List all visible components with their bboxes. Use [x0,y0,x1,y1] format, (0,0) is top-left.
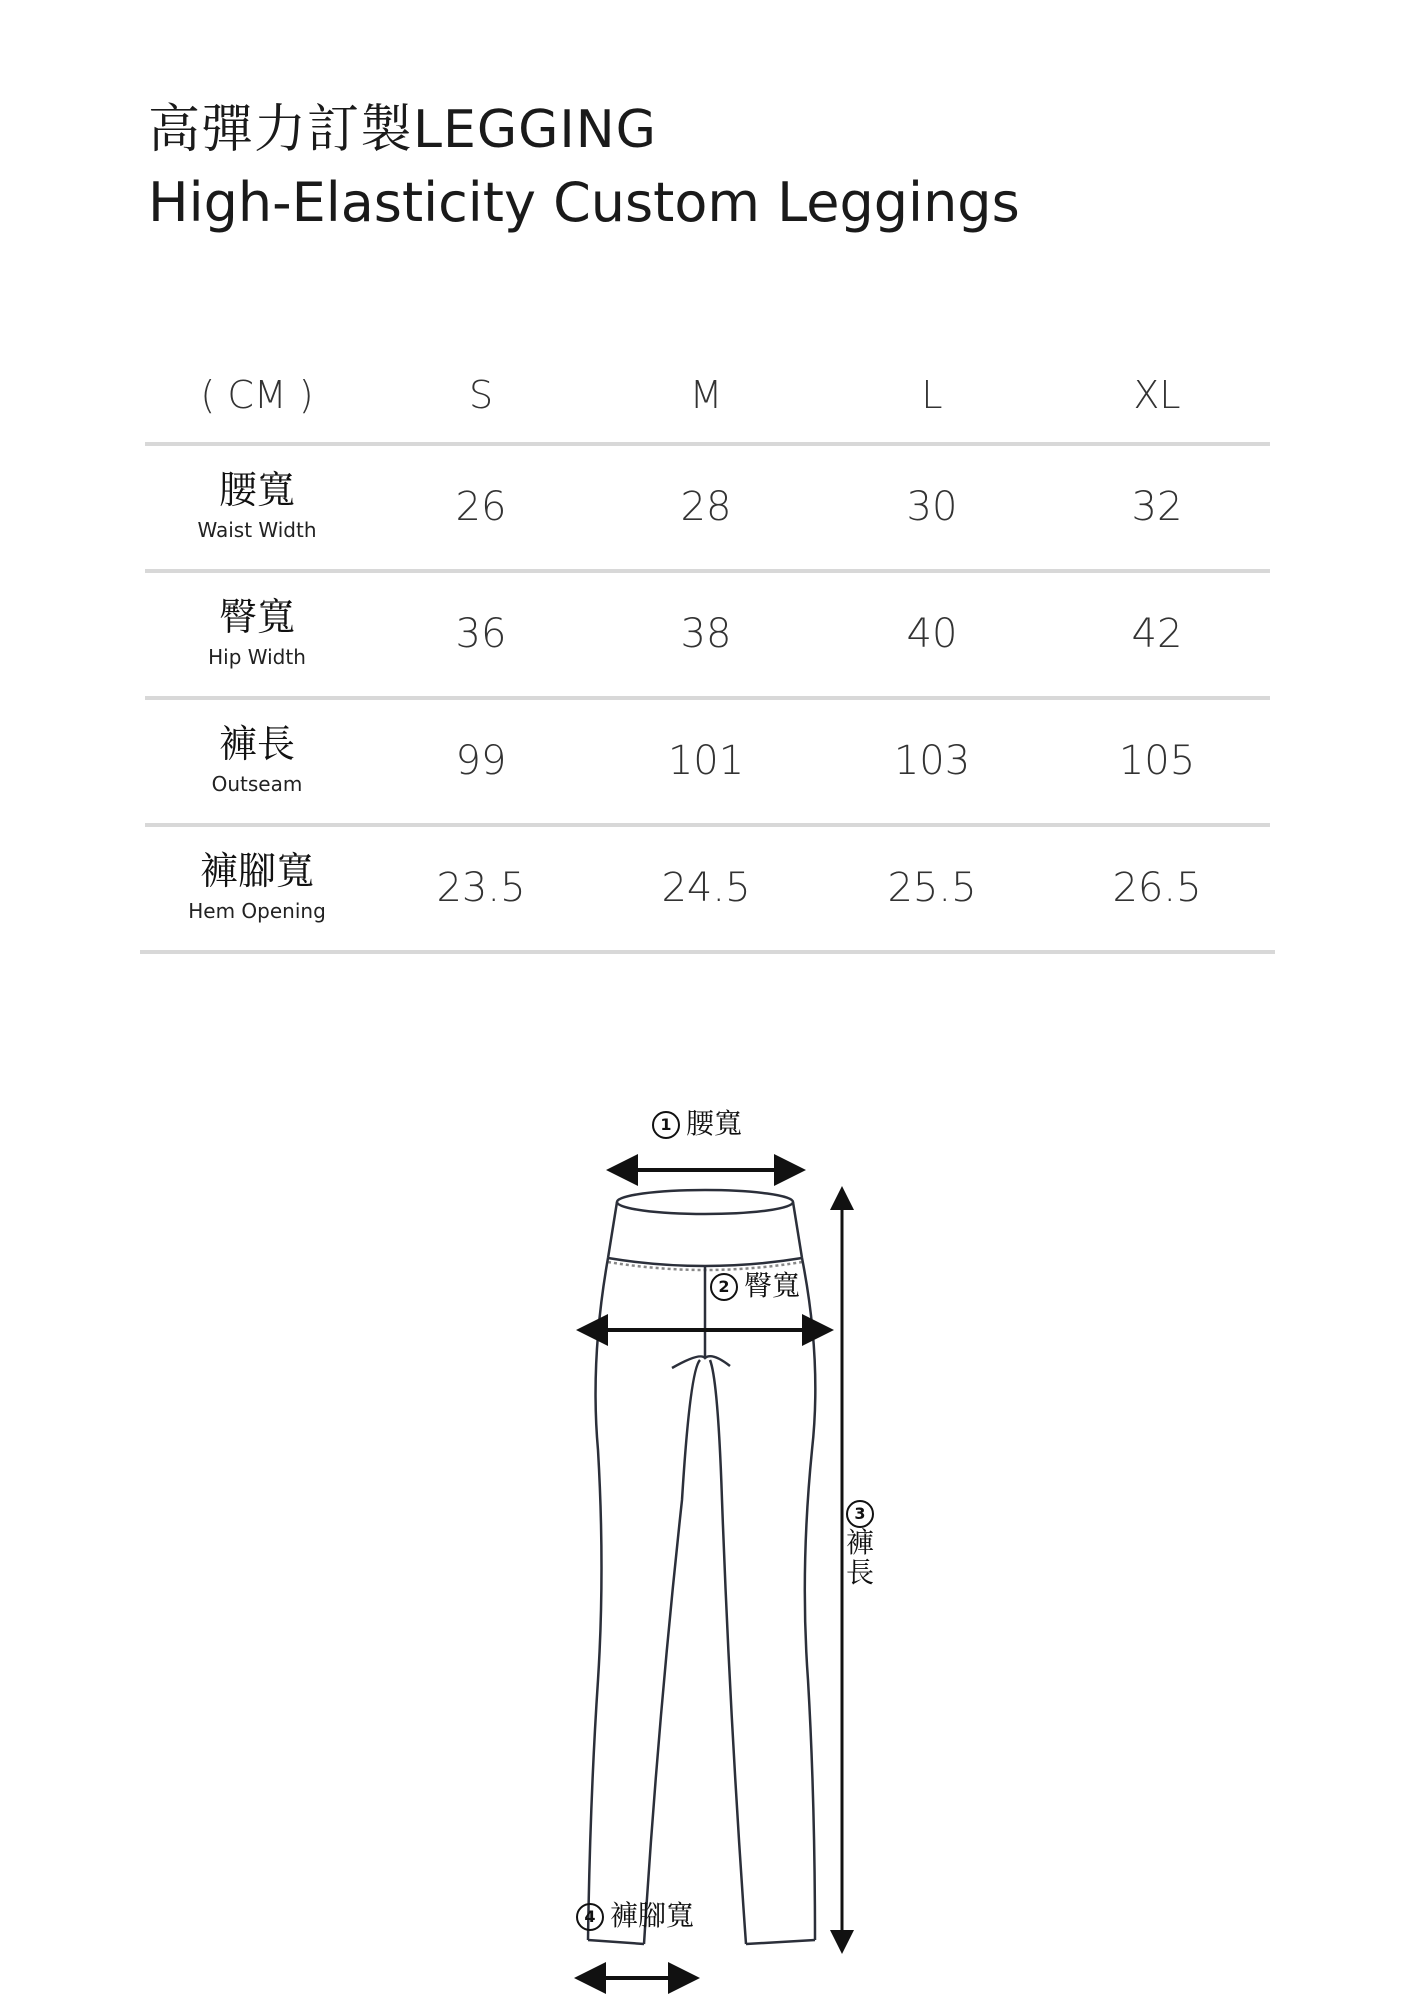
number-badge: 3 [846,1500,874,1528]
leggings-measurement-diagram [560,1107,890,1960]
title-english: High-Elasticity Custom Leggings [148,171,1020,234]
row-label-en: Hip Width [208,645,306,669]
row-label-en: Outseam [211,772,303,796]
size-header-l: L [921,373,943,417]
row-label-zh: 褲長 [218,722,295,766]
value-cell: 26.5 [1112,865,1202,911]
callout-hem [576,1900,694,1932]
value-cell: 30 [906,484,958,530]
callout-hip [710,1270,800,1302]
value-cell: 101 [667,738,745,784]
callout-label: 臀寬 [744,1269,801,1302]
table-header-row [145,355,1270,440]
leggings-illustration [560,1120,890,1960]
row-label-zh: 腰寬 [218,468,295,512]
size-header-m: M [689,373,723,417]
title-chinese: 高彈力訂製LEGGING [148,100,657,160]
row-waist-width [145,446,1270,568]
leggings-outline [588,1190,815,1944]
value-cell: 105 [1118,738,1196,784]
row-label-zh: 褲腳寬 [199,849,314,893]
value-cell: 38 [680,611,732,657]
row-hip-width [145,573,1270,695]
value-cell: 32 [1131,484,1183,530]
value-cell: 40 [906,611,958,657]
value-cell: 99 [455,738,507,784]
value-cell: 42 [1131,611,1183,657]
callout-label: 褲腳寬 [610,1899,695,1932]
row-label-en: Waist Width [197,518,317,542]
row-label-zh: 臀寬 [218,595,295,639]
callout-label-char: 褲 [845,1526,874,1559]
unit-header: ( CM ) [200,373,314,417]
table-bottom-rule [140,950,1275,954]
value-cell: 28 [680,484,732,530]
row-outseam [145,700,1270,822]
row-label-en: Hem Opening [188,899,326,923]
value-cell: 24.5 [661,865,751,911]
callout-label-char: 長 [845,1556,874,1589]
callout-outseam [844,1498,876,1588]
callout-waist [652,1108,742,1140]
value-cell: 26 [455,484,507,530]
value-cell: 23.5 [436,865,526,911]
size-header-xl: XL [1133,373,1181,417]
size-header-s: S [468,373,494,417]
value-cell: 103 [893,738,971,784]
row-hem-opening [145,827,1270,949]
value-cell: 25.5 [887,865,977,911]
size-chart-table [145,355,1270,923]
callout-label: 腰寬 [686,1107,743,1140]
number-badge: 1 [652,1111,680,1139]
number-badge: 2 [710,1273,738,1301]
number-badge: 4 [576,1903,604,1931]
value-cell: 36 [455,611,507,657]
